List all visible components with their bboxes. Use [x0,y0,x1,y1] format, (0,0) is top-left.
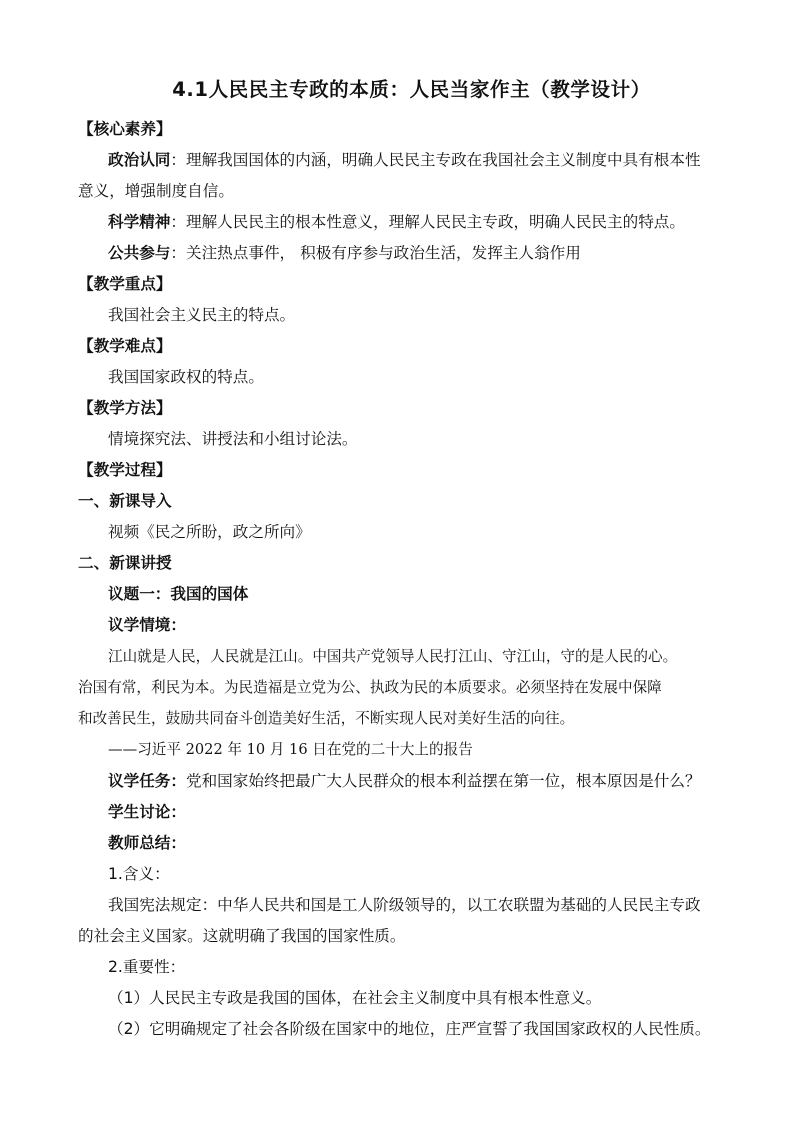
task-line [108,770,701,792]
importance-label: 2.重要性： [108,958,186,976]
scientific-spirit-label: 科学精神 [108,213,171,231]
public-participation-line [108,242,581,264]
method-text: 情境探究法、讲授法和小组讨论法。 [108,430,358,448]
page-title: 4.1人民民主专政的本质：人民当家作主（教学设计） [172,78,651,101]
student-discussion-label: 学生讨论： [108,803,186,821]
public-participation-text: ：关注热点事件， 积极有序参与政治生活，发挥主人翁作用 [170,244,581,262]
difficulty-heading: 【教学难点】 [78,337,172,355]
part1-heading: 一、新课导入 [78,492,172,510]
core-literacy-heading: 【核心素养】 [78,120,172,138]
key-point-heading: 【教学重点】 [78,275,172,293]
difficulty-text: 我国国家政权的特点。 [108,368,264,386]
scientific-spirit-line [108,211,685,233]
teacher-summary-label: 教师总结： [108,834,186,852]
quote-line-2: 治国有常，利民为本。为民造福是立党为公、执政为民的本质要求。必须坚持在发展中保障 [78,679,662,696]
part1-video-text: 视频《民之所盼，政之所向》 [108,523,311,541]
scientific-spirit-text: ：理解人民民主的根本性意义，理解人民民主专政，明确人民民主的特点。 [170,213,685,231]
part2-heading: 二、新课讲授 [78,554,172,572]
importance-item-2: （2）它明确规定了社会各阶级在国家中的地位，庄严宣誓了我国国家政权的人民性质。 [108,1020,711,1038]
method-heading: 【教学方法】 [78,399,172,417]
process-heading: 【教学过程】 [78,461,172,479]
meaning-label: 1.含义： [108,865,170,883]
meaning-text-2: 的社会主义国家。这就明确了我国的国家性质。 [78,927,406,945]
key-point-text: 我国社会主义民主的特点。 [108,306,296,324]
task-label: 议学任务： [108,772,186,790]
meaning-text-1: 我国宪法规定：中华人民共和国是工人阶级领导的，以工农联盟为基础的人民民主专政 [108,896,701,914]
importance-item-1: （1）人民民主专政是我国的国体，在社会主义制度中具有根本性意义。 [108,989,602,1007]
public-participation-label: 公共参与 [108,244,171,262]
quote-line-1: 江山就是人民，人民就是江山。中国共产党领导人民打江山、守江山，守的是人民的心。 [108,648,678,665]
topic-title: 议题一：我国的国体 [108,585,249,603]
political-identity-line [108,149,701,171]
quote-source: ——习近平 2022 年 10 月 16 日在党的二十大上的报告 [108,741,473,758]
quote-line-3: 和改善民生，鼓励共同奋斗创造美好生活，不断实现人民对美好生活的向往。 [78,710,575,727]
political-identity-text: ：理解我国国体的内涵，明确人民民主专政在我国社会主义制度中具有根本性 [170,151,701,169]
political-identity-label: 政治认同 [108,151,171,169]
political-identity-text-cont: 意义，增强制度自信。 [78,182,234,200]
task-text: 党和国家始终把最广大人民群众的根本利益摆在第一位，根本原因是什么？ [185,772,701,790]
situation-label: 议学情境： [108,616,186,634]
